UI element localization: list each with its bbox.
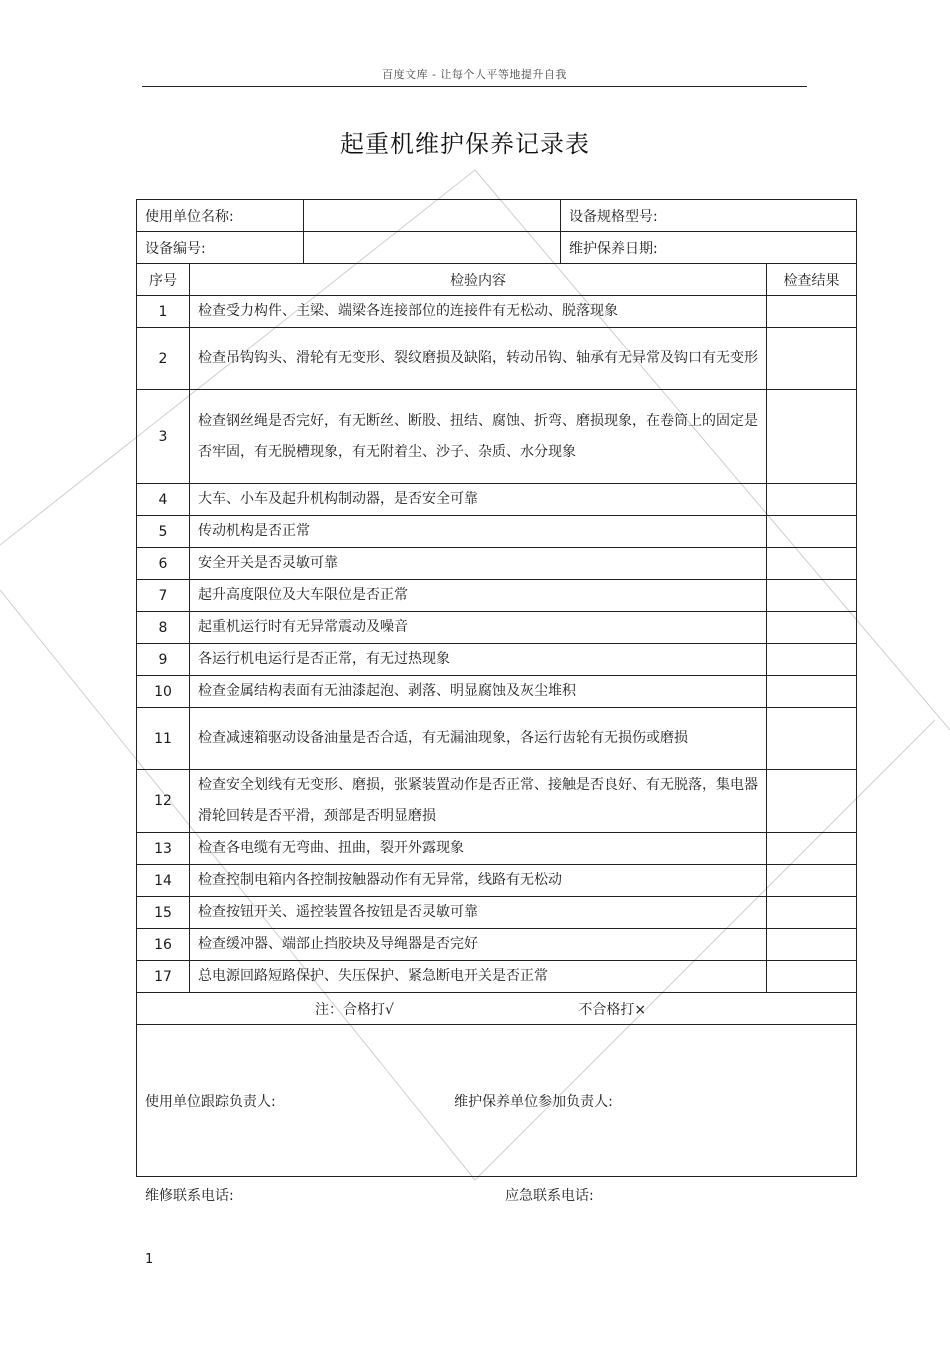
- table-row: [137, 961, 857, 993]
- item-number: 4: [137, 484, 190, 516]
- item-number: 13: [137, 833, 190, 865]
- repair-phone-label: 维修联系电话:: [145, 1188, 234, 1204]
- item-content: 起升高度限位及大车限位是否正常: [190, 580, 767, 612]
- item-content: 各运行机电运行是否正常，有无过热现象: [190, 644, 767, 676]
- item-content: 传动机构是否正常: [190, 516, 767, 548]
- table-header-row: [137, 264, 857, 296]
- item-result-cell[interactable]: [767, 612, 857, 644]
- header-divider: [142, 86, 807, 87]
- table-row: [137, 390, 857, 484]
- item-result-cell[interactable]: [767, 897, 857, 929]
- form-row-unit: [137, 200, 857, 232]
- item-number: 7: [137, 580, 190, 612]
- model-label: 设备规格型号:: [561, 200, 857, 232]
- item-number: 2: [137, 328, 190, 390]
- table-row: [137, 865, 857, 897]
- table-row: [137, 328, 857, 390]
- item-result-cell[interactable]: [767, 676, 857, 708]
- item-content: 检查各电缆有无弯曲、扭曲，裂开外露现象: [190, 833, 767, 865]
- item-content: 检查金属结构表面有无油漆起泡、剥落、明显腐蚀及灰尘堆积: [190, 676, 767, 708]
- equip-no-field[interactable]: [304, 232, 561, 264]
- user-unit-field[interactable]: [304, 200, 561, 232]
- item-number: 12: [137, 770, 190, 833]
- emergency-phone-label: 应急联系电话:: [505, 1188, 594, 1204]
- page-title: 起重机维护保养记录表: [340, 130, 590, 158]
- item-content: 检查受力构件、主梁、端梁各连接部位的连接件有无松动、脱落现象: [190, 296, 767, 328]
- table-row: [137, 548, 857, 580]
- item-number: 5: [137, 516, 190, 548]
- note-fail: 不合格打×: [578, 1001, 647, 1018]
- item-number: 1: [137, 296, 190, 328]
- item-result-cell[interactable]: [767, 929, 857, 961]
- item-number: 16: [137, 929, 190, 961]
- table-row: [137, 897, 857, 929]
- item-result-cell[interactable]: [767, 770, 857, 833]
- table-row: [137, 770, 857, 833]
- item-number: 17: [137, 961, 190, 993]
- col-header-no: 序号: [137, 264, 190, 296]
- form-row-equip: [137, 232, 857, 264]
- table-row: [137, 708, 857, 770]
- item-content: 总电源回路短路保护、失压保护、紧急断电开关是否正常: [190, 961, 767, 993]
- page-number: 1: [145, 1252, 154, 1267]
- item-number: 10: [137, 676, 190, 708]
- record-table: [136, 199, 857, 1177]
- page-header: 百度文库 - 让每个人平等地提升自我: [382, 68, 567, 81]
- item-content: 检查吊钩钩头、滑轮有无变形、裂纹磨损及缺陷，转动吊钩、轴承有无异常及钩口有无变形: [190, 328, 767, 390]
- table-row: [137, 580, 857, 612]
- item-result-cell[interactable]: [767, 296, 857, 328]
- equip-no-label: 设备编号:: [137, 232, 304, 264]
- items-body: [137, 296, 857, 993]
- item-result-cell[interactable]: [767, 708, 857, 770]
- item-result-cell[interactable]: [767, 516, 857, 548]
- table-row: [137, 612, 857, 644]
- item-number: 6: [137, 548, 190, 580]
- item-result-cell[interactable]: [767, 644, 857, 676]
- table-row: [137, 833, 857, 865]
- user-leader-label: 使用单位跟踪负责人:: [145, 1093, 276, 1110]
- item-result-cell[interactable]: [767, 961, 857, 993]
- note-pass: 注：合格打√: [315, 1001, 394, 1018]
- table-row: [137, 296, 857, 328]
- item-content: 检查缓冲器、端部止挡胶块及导绳器是否完好: [190, 929, 767, 961]
- item-content: 检查控制电箱内各控制按触器动作有无异常，线路有无松动: [190, 865, 767, 897]
- item-result-cell[interactable]: [767, 328, 857, 390]
- item-content: 检查钢丝绳是否完好，有无断丝、断股、扭结、腐蚀、折弯、磨损现象，在卷筒上的固定是否牢固，有无脱槽现象，有无附着尘、沙子、杂质、水分现象: [190, 390, 767, 484]
- item-number: 14: [137, 865, 190, 897]
- table-row: [137, 516, 857, 548]
- item-content: 安全开关是否灵敏可靠: [190, 548, 767, 580]
- item-number: 9: [137, 644, 190, 676]
- item-number: 8: [137, 612, 190, 644]
- table-row: [137, 644, 857, 676]
- table-row: [137, 929, 857, 961]
- date-label: 维护保养日期:: [561, 232, 857, 264]
- item-result-cell[interactable]: [767, 833, 857, 865]
- item-result-cell[interactable]: [767, 390, 857, 484]
- note-row: [137, 993, 857, 1025]
- item-number: 11: [137, 708, 190, 770]
- item-result-cell[interactable]: [767, 865, 857, 897]
- item-content: 起重机运行时有无异常震动及噪音: [190, 612, 767, 644]
- sign-row: [137, 1025, 857, 1177]
- table-row: [137, 676, 857, 708]
- item-content: 大车、小车及起升机构制动器，是否安全可靠: [190, 484, 767, 516]
- item-content: 检查安全划线有无变形、磨损，张紧装置动作是否正常、接触是否良好、有无脱落，集电器滑轮回转是否平滑，颈部是否明显磨损: [190, 770, 767, 833]
- item-content: 检查按钮开关、遥控装置各按钮是否灵敏可靠: [190, 897, 767, 929]
- item-result-cell[interactable]: [767, 580, 857, 612]
- maint-leader-label: 维护保养单位参加负责人:: [454, 1093, 613, 1110]
- item-content: 检查减速箱驱动设备油量是否合适，有无漏油现象，各运行齿轮有无损伤或磨损: [190, 708, 767, 770]
- item-number: 3: [137, 390, 190, 484]
- item-number: 15: [137, 897, 190, 929]
- item-result-cell[interactable]: [767, 548, 857, 580]
- user-unit-label: 使用单位名称:: [137, 200, 304, 232]
- table-row: [137, 484, 857, 516]
- item-result-cell[interactable]: [767, 484, 857, 516]
- col-header-result: 检查结果: [767, 264, 857, 296]
- col-header-content: 检验内容: [190, 264, 767, 296]
